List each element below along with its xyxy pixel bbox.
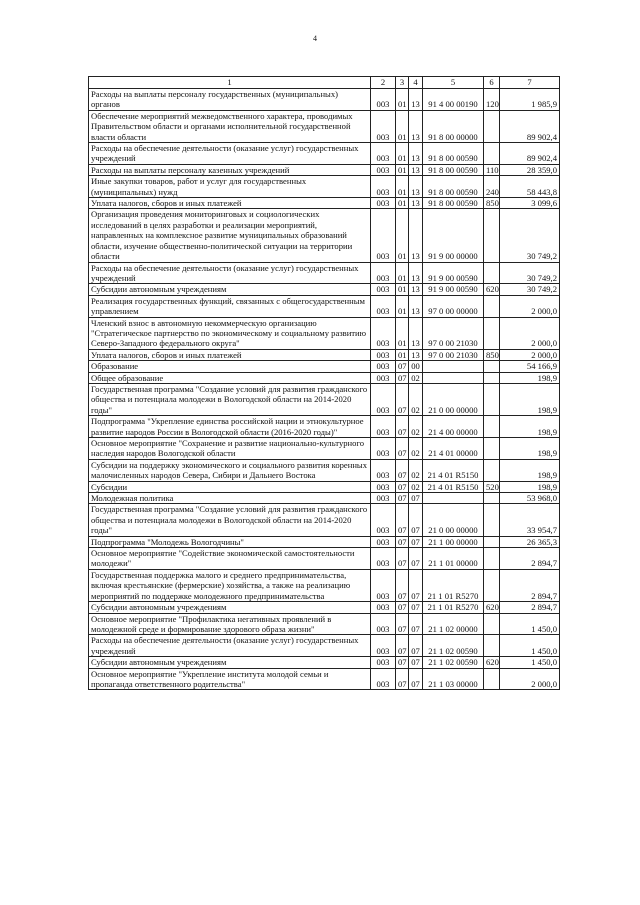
row-name: Иные закупки товаров, работ и услуг для государственных (муниципальных) нужд — [89, 176, 371, 198]
cell-subsection: 07 — [409, 504, 423, 536]
cell-expense-type: 620 — [484, 284, 500, 295]
row-name: Подпрограмма "Укрепление единства российской нации и этнокультурное развитие народов России в Вологодской области (2016-2020 годы)" — [89, 416, 371, 438]
row-name: Государственная поддержка малого и среднего предпринимательства, включая крестьянские (фермерские) хозяйства, а также на реализацию мероприятий по поддержке молодежного предпринимательства — [89, 569, 371, 601]
cell-amount: 54 166,9 — [500, 361, 560, 372]
table-row — [89, 284, 560, 295]
cell-section: 01 — [396, 284, 409, 295]
cell-target-article: 21 1 03 00000 — [423, 668, 484, 690]
cell-target-article: 91 9 00 00000 — [423, 209, 484, 262]
cell-expense-type: 620 — [484, 602, 500, 613]
cell-amount: 198,9 — [500, 416, 560, 438]
cell-ministry-code: 003 — [371, 262, 396, 284]
cell-amount: 33 954,7 — [500, 504, 560, 536]
cell-amount: 198,9 — [500, 459, 560, 481]
cell-subsection: 00 — [409, 361, 423, 372]
cell-subsection: 13 — [409, 262, 423, 284]
cell-subsection: 13 — [409, 164, 423, 175]
row-name: Основное мероприятие "Укрепление института молодой семьи и пропаганда ответственного родительства" — [89, 668, 371, 690]
cell-amount: 30 749,2 — [500, 262, 560, 284]
row-name: Членский взнос в автономную некоммерческую организацию "Стратегическое партнерство по экономическому и социальному развитию Северо-Западного федерального округа" — [89, 317, 371, 349]
cell-expense-type: 520 — [484, 481, 500, 492]
cell-target-article: 21 1 01 00000 — [423, 548, 484, 570]
cell-target-article: 91 8 00 00590 — [423, 143, 484, 165]
cell-expense-type: 620 — [484, 657, 500, 668]
cell-target-article: 91 4 00 00190 — [423, 89, 484, 111]
cell-amount: 198,9 — [500, 383, 560, 415]
cell-target-article — [423, 372, 484, 383]
table-row — [89, 198, 560, 209]
col-header: 3 — [396, 77, 409, 89]
cell-section: 07 — [396, 459, 409, 481]
table-row — [89, 416, 560, 438]
cell-target-article: 21 4 01 R5150 — [423, 481, 484, 492]
cell-ministry-code: 003 — [371, 317, 396, 349]
cell-expense-type — [484, 493, 500, 504]
cell-ministry-code: 003 — [371, 198, 396, 209]
cell-subsection: 07 — [409, 657, 423, 668]
cell-target-article: 21 1 02 00590 — [423, 657, 484, 668]
cell-section: 01 — [396, 209, 409, 262]
cell-expense-type — [484, 635, 500, 657]
col-header: 1 — [89, 77, 371, 89]
cell-target-article: 21 1 01 R5270 — [423, 602, 484, 613]
cell-ministry-code: 003 — [371, 110, 396, 142]
cell-target-article: 91 8 00 00000 — [423, 110, 484, 142]
cell-ministry-code: 003 — [371, 493, 396, 504]
row-name: Обеспечение мероприятий межведомственного характера, проводимых Правительством области и органами исполнительной государственной власти области — [89, 110, 371, 142]
row-name: Основное мероприятие "Содействие экономической самостоятельности молодежи" — [89, 548, 371, 570]
cell-target-article: 21 1 02 00000 — [423, 613, 484, 635]
table-row — [89, 262, 560, 284]
row-name: Субсидии автономным учреждениям — [89, 657, 371, 668]
cell-section: 07 — [396, 372, 409, 383]
cell-section: 07 — [396, 613, 409, 635]
cell-section: 07 — [396, 602, 409, 613]
cell-target-article: 21 1 02 00590 — [423, 635, 484, 657]
cell-subsection: 02 — [409, 481, 423, 492]
cell-subsection: 07 — [409, 613, 423, 635]
cell-ministry-code: 003 — [371, 176, 396, 198]
cell-section: 01 — [396, 176, 409, 198]
table-row — [89, 657, 560, 668]
cell-section: 01 — [396, 198, 409, 209]
row-name: Подпрограмма "Молодежь Вологодчины" — [89, 536, 371, 547]
cell-subsection: 13 — [409, 110, 423, 142]
cell-amount: 89 902,4 — [500, 110, 560, 142]
cell-target-article: 91 8 00 00590 — [423, 164, 484, 175]
cell-amount: 198,9 — [500, 481, 560, 492]
cell-expense-type — [484, 668, 500, 690]
cell-expense-type — [484, 262, 500, 284]
cell-amount: 89 902,4 — [500, 143, 560, 165]
cell-section: 01 — [396, 89, 409, 111]
cell-subsection: 13 — [409, 143, 423, 165]
cell-ministry-code: 003 — [371, 504, 396, 536]
cell-subsection: 07 — [409, 548, 423, 570]
cell-subsection: 07 — [409, 602, 423, 613]
table-row — [89, 110, 560, 142]
table-row — [89, 176, 560, 198]
cell-target-article — [423, 361, 484, 372]
table-row — [89, 459, 560, 481]
cell-ministry-code: 003 — [371, 438, 396, 460]
cell-ministry-code: 003 — [371, 536, 396, 547]
cell-amount: 2 000,0 — [500, 668, 560, 690]
cell-ministry-code: 003 — [371, 569, 396, 601]
table-row — [89, 493, 560, 504]
table-row — [89, 481, 560, 492]
cell-expense-type — [484, 416, 500, 438]
cell-subsection: 13 — [409, 209, 423, 262]
cell-amount: 198,9 — [500, 438, 560, 460]
table-row — [89, 372, 560, 383]
cell-section: 07 — [396, 416, 409, 438]
cell-ministry-code: 003 — [371, 602, 396, 613]
cell-subsection: 13 — [409, 317, 423, 349]
cell-ministry-code: 003 — [371, 164, 396, 175]
cell-expense-type — [484, 110, 500, 142]
row-name: Субсидии на поддержку экономического и социального развития коренных малочисленных народов Севера, Сибири и Дальнего Востока — [89, 459, 371, 481]
table-row — [89, 635, 560, 657]
cell-amount: 1 985,9 — [500, 89, 560, 111]
cell-subsection: 13 — [409, 349, 423, 360]
table-row — [89, 668, 560, 690]
cell-ministry-code: 003 — [371, 89, 396, 111]
cell-ministry-code: 003 — [371, 548, 396, 570]
row-name: Государственная программа "Создание условий для развития гражданского общества и потенциала молодежи в Вологодской области на 2014-2020 годы" — [89, 504, 371, 536]
row-name: Расходы на обеспечение деятельности (оказание услуг) государственных учреждений — [89, 143, 371, 165]
cell-expense-type — [484, 459, 500, 481]
cell-subsection: 13 — [409, 89, 423, 111]
cell-expense-type — [484, 438, 500, 460]
cell-expense-type: 120 — [484, 89, 500, 111]
cell-subsection: 07 — [409, 635, 423, 657]
cell-ministry-code: 003 — [371, 613, 396, 635]
cell-section: 07 — [396, 635, 409, 657]
cell-section: 07 — [396, 548, 409, 570]
col-header: 2 — [371, 77, 396, 89]
col-header: 4 — [409, 77, 423, 89]
row-name: Расходы на обеспечение деятельности (оказание услуг) государственных учреждений — [89, 262, 371, 284]
cell-expense-type — [484, 536, 500, 547]
row-name: Расходы на выплаты персоналу казенных учреждений — [89, 164, 371, 175]
cell-expense-type — [484, 143, 500, 165]
cell-section: 01 — [396, 110, 409, 142]
row-name: Основное мероприятие "Сохранение и развитие национально-культурного наследия народов Вологодской области — [89, 438, 371, 460]
cell-section: 07 — [396, 657, 409, 668]
cell-subsection: 13 — [409, 176, 423, 198]
cell-amount: 2 894,7 — [500, 569, 560, 601]
table-row — [89, 438, 560, 460]
cell-amount: 2 000,0 — [500, 349, 560, 360]
cell-target-article: 21 4 00 00000 — [423, 416, 484, 438]
cell-amount: 26 365,3 — [500, 536, 560, 547]
row-name: Общее образование — [89, 372, 371, 383]
cell-subsection: 07 — [409, 493, 423, 504]
table-row — [89, 209, 560, 262]
cell-target-article: 21 1 00 00000 — [423, 536, 484, 547]
cell-ministry-code: 003 — [371, 668, 396, 690]
cell-expense-type — [484, 317, 500, 349]
table-body — [89, 89, 560, 690]
cell-amount: 2 894,7 — [500, 602, 560, 613]
cell-amount: 1 450,0 — [500, 657, 560, 668]
cell-expense-type — [484, 361, 500, 372]
col-header: 6 — [484, 77, 500, 89]
cell-ministry-code: 003 — [371, 657, 396, 668]
row-name: Организация проведения мониторинговых и социологических исследований в целях разработки и реализации мероприятий, направленных на комплексное развитие муниципальных образований области, изучение общественно-политической ситуации на территории области — [89, 209, 371, 262]
row-name: Основное мероприятие "Профилактика негативных проявлений в молодежной среде и формирование здорового образа жизни" — [89, 613, 371, 635]
cell-section: 07 — [396, 504, 409, 536]
cell-ministry-code: 003 — [371, 635, 396, 657]
table-row — [89, 89, 560, 111]
cell-expense-type — [484, 295, 500, 317]
cell-ministry-code: 003 — [371, 284, 396, 295]
cell-amount: 30 749,2 — [500, 284, 560, 295]
cell-expense-type: 850 — [484, 349, 500, 360]
cell-amount: 2 000,0 — [500, 295, 560, 317]
row-name: Субсидии автономным учреждениям — [89, 602, 371, 613]
cell-amount: 198,9 — [500, 372, 560, 383]
col-header: 5 — [423, 77, 484, 89]
cell-target-article: 91 8 00 00590 — [423, 198, 484, 209]
table-row — [89, 143, 560, 165]
cell-ministry-code: 003 — [371, 143, 396, 165]
cell-section: 01 — [396, 164, 409, 175]
row-name: Уплата налогов, сборов и иных платежей — [89, 349, 371, 360]
cell-section: 01 — [396, 143, 409, 165]
cell-ministry-code: 003 — [371, 383, 396, 415]
cell-target-article: 21 1 01 R5270 — [423, 569, 484, 601]
table-row — [89, 536, 560, 547]
cell-expense-type — [484, 383, 500, 415]
cell-subsection: 02 — [409, 459, 423, 481]
cell-subsection: 07 — [409, 569, 423, 601]
cell-section: 07 — [396, 569, 409, 601]
cell-ministry-code: 003 — [371, 349, 396, 360]
cell-target-article: 91 9 00 00590 — [423, 262, 484, 284]
cell-amount: 53 968,0 — [500, 493, 560, 504]
cell-expense-type: 240 — [484, 176, 500, 198]
table-row — [89, 295, 560, 317]
cell-expense-type: 850 — [484, 198, 500, 209]
cell-expense-type — [484, 209, 500, 262]
cell-amount: 1 450,0 — [500, 635, 560, 657]
table-row — [89, 548, 560, 570]
cell-amount: 30 749,2 — [500, 209, 560, 262]
cell-section: 07 — [396, 493, 409, 504]
cell-subsection: 02 — [409, 416, 423, 438]
cell-amount: 1 450,0 — [500, 613, 560, 635]
cell-section: 01 — [396, 349, 409, 360]
row-name: Образование — [89, 361, 371, 372]
cell-target-article: 21 0 00 00000 — [423, 504, 484, 536]
cell-subsection: 02 — [409, 438, 423, 460]
cell-expense-type: 110 — [484, 164, 500, 175]
cell-expense-type — [484, 504, 500, 536]
cell-section: 07 — [396, 481, 409, 492]
cell-amount: 2 894,7 — [500, 548, 560, 570]
row-name: Государственная программа "Создание условий для развития гражданского общества и потенциала молодежи в Вологодской области на 2014-2020 годы" — [89, 383, 371, 415]
cell-ministry-code: 003 — [371, 481, 396, 492]
cell-expense-type — [484, 372, 500, 383]
cell-section: 01 — [396, 295, 409, 317]
cell-subsection: 07 — [409, 536, 423, 547]
cell-section: 01 — [396, 317, 409, 349]
row-name: Расходы на выплаты персоналу государственных (муниципальных) органов — [89, 89, 371, 111]
cell-amount: 3 099,6 — [500, 198, 560, 209]
cell-target-article: 97 0 00 21030 — [423, 349, 484, 360]
cell-subsection: 07 — [409, 668, 423, 690]
budget-table — [88, 76, 560, 690]
cell-section: 07 — [396, 361, 409, 372]
cell-target-article: 21 4 01 R5150 — [423, 459, 484, 481]
table-row — [89, 602, 560, 613]
cell-target-article: 21 0 00 00000 — [423, 383, 484, 415]
cell-target-article — [423, 493, 484, 504]
cell-amount: 2 000,0 — [500, 317, 560, 349]
table-row — [89, 164, 560, 175]
row-name: Субсидии автономным учреждениям — [89, 284, 371, 295]
cell-ministry-code: 003 — [371, 416, 396, 438]
cell-ministry-code: 003 — [371, 295, 396, 317]
page-number: 4 — [313, 34, 317, 43]
table-row — [89, 569, 560, 601]
cell-expense-type — [484, 569, 500, 601]
cell-amount: 58 443,8 — [500, 176, 560, 198]
cell-target-article: 91 8 00 00590 — [423, 176, 484, 198]
cell-subsection: 13 — [409, 284, 423, 295]
cell-target-article: 97 0 00 21030 — [423, 317, 484, 349]
cell-section: 07 — [396, 438, 409, 460]
cell-ministry-code: 003 — [371, 361, 396, 372]
table-row — [89, 361, 560, 372]
cell-expense-type — [484, 613, 500, 635]
cell-ministry-code: 003 — [371, 372, 396, 383]
cell-section: 07 — [396, 383, 409, 415]
table-row — [89, 317, 560, 349]
table-row — [89, 613, 560, 635]
cell-ministry-code: 003 — [371, 209, 396, 262]
cell-section: 07 — [396, 668, 409, 690]
cell-ministry-code: 003 — [371, 459, 396, 481]
row-name: Субсидии — [89, 481, 371, 492]
row-name: Расходы на обеспечение деятельности (оказание услуг) государственных учреждений — [89, 635, 371, 657]
cell-subsection: 02 — [409, 372, 423, 383]
cell-section: 01 — [396, 262, 409, 284]
col-header: 7 — [500, 77, 560, 89]
cell-expense-type — [484, 548, 500, 570]
cell-target-article: 91 9 00 00590 — [423, 284, 484, 295]
cell-subsection: 13 — [409, 198, 423, 209]
row-name: Молодежная политика — [89, 493, 371, 504]
cell-subsection: 13 — [409, 295, 423, 317]
table-header-row — [89, 77, 560, 89]
cell-target-article: 21 4 01 00000 — [423, 438, 484, 460]
cell-target-article: 97 0 00 00000 — [423, 295, 484, 317]
cell-subsection: 02 — [409, 383, 423, 415]
table-row — [89, 349, 560, 360]
row-name: Уплата налогов, сборов и иных платежей — [89, 198, 371, 209]
row-name: Реализация государственных функций, связанных с общегосударственным управлением — [89, 295, 371, 317]
cell-amount: 28 359,0 — [500, 164, 560, 175]
table-row — [89, 383, 560, 415]
cell-section: 07 — [396, 536, 409, 547]
table-row — [89, 504, 560, 536]
